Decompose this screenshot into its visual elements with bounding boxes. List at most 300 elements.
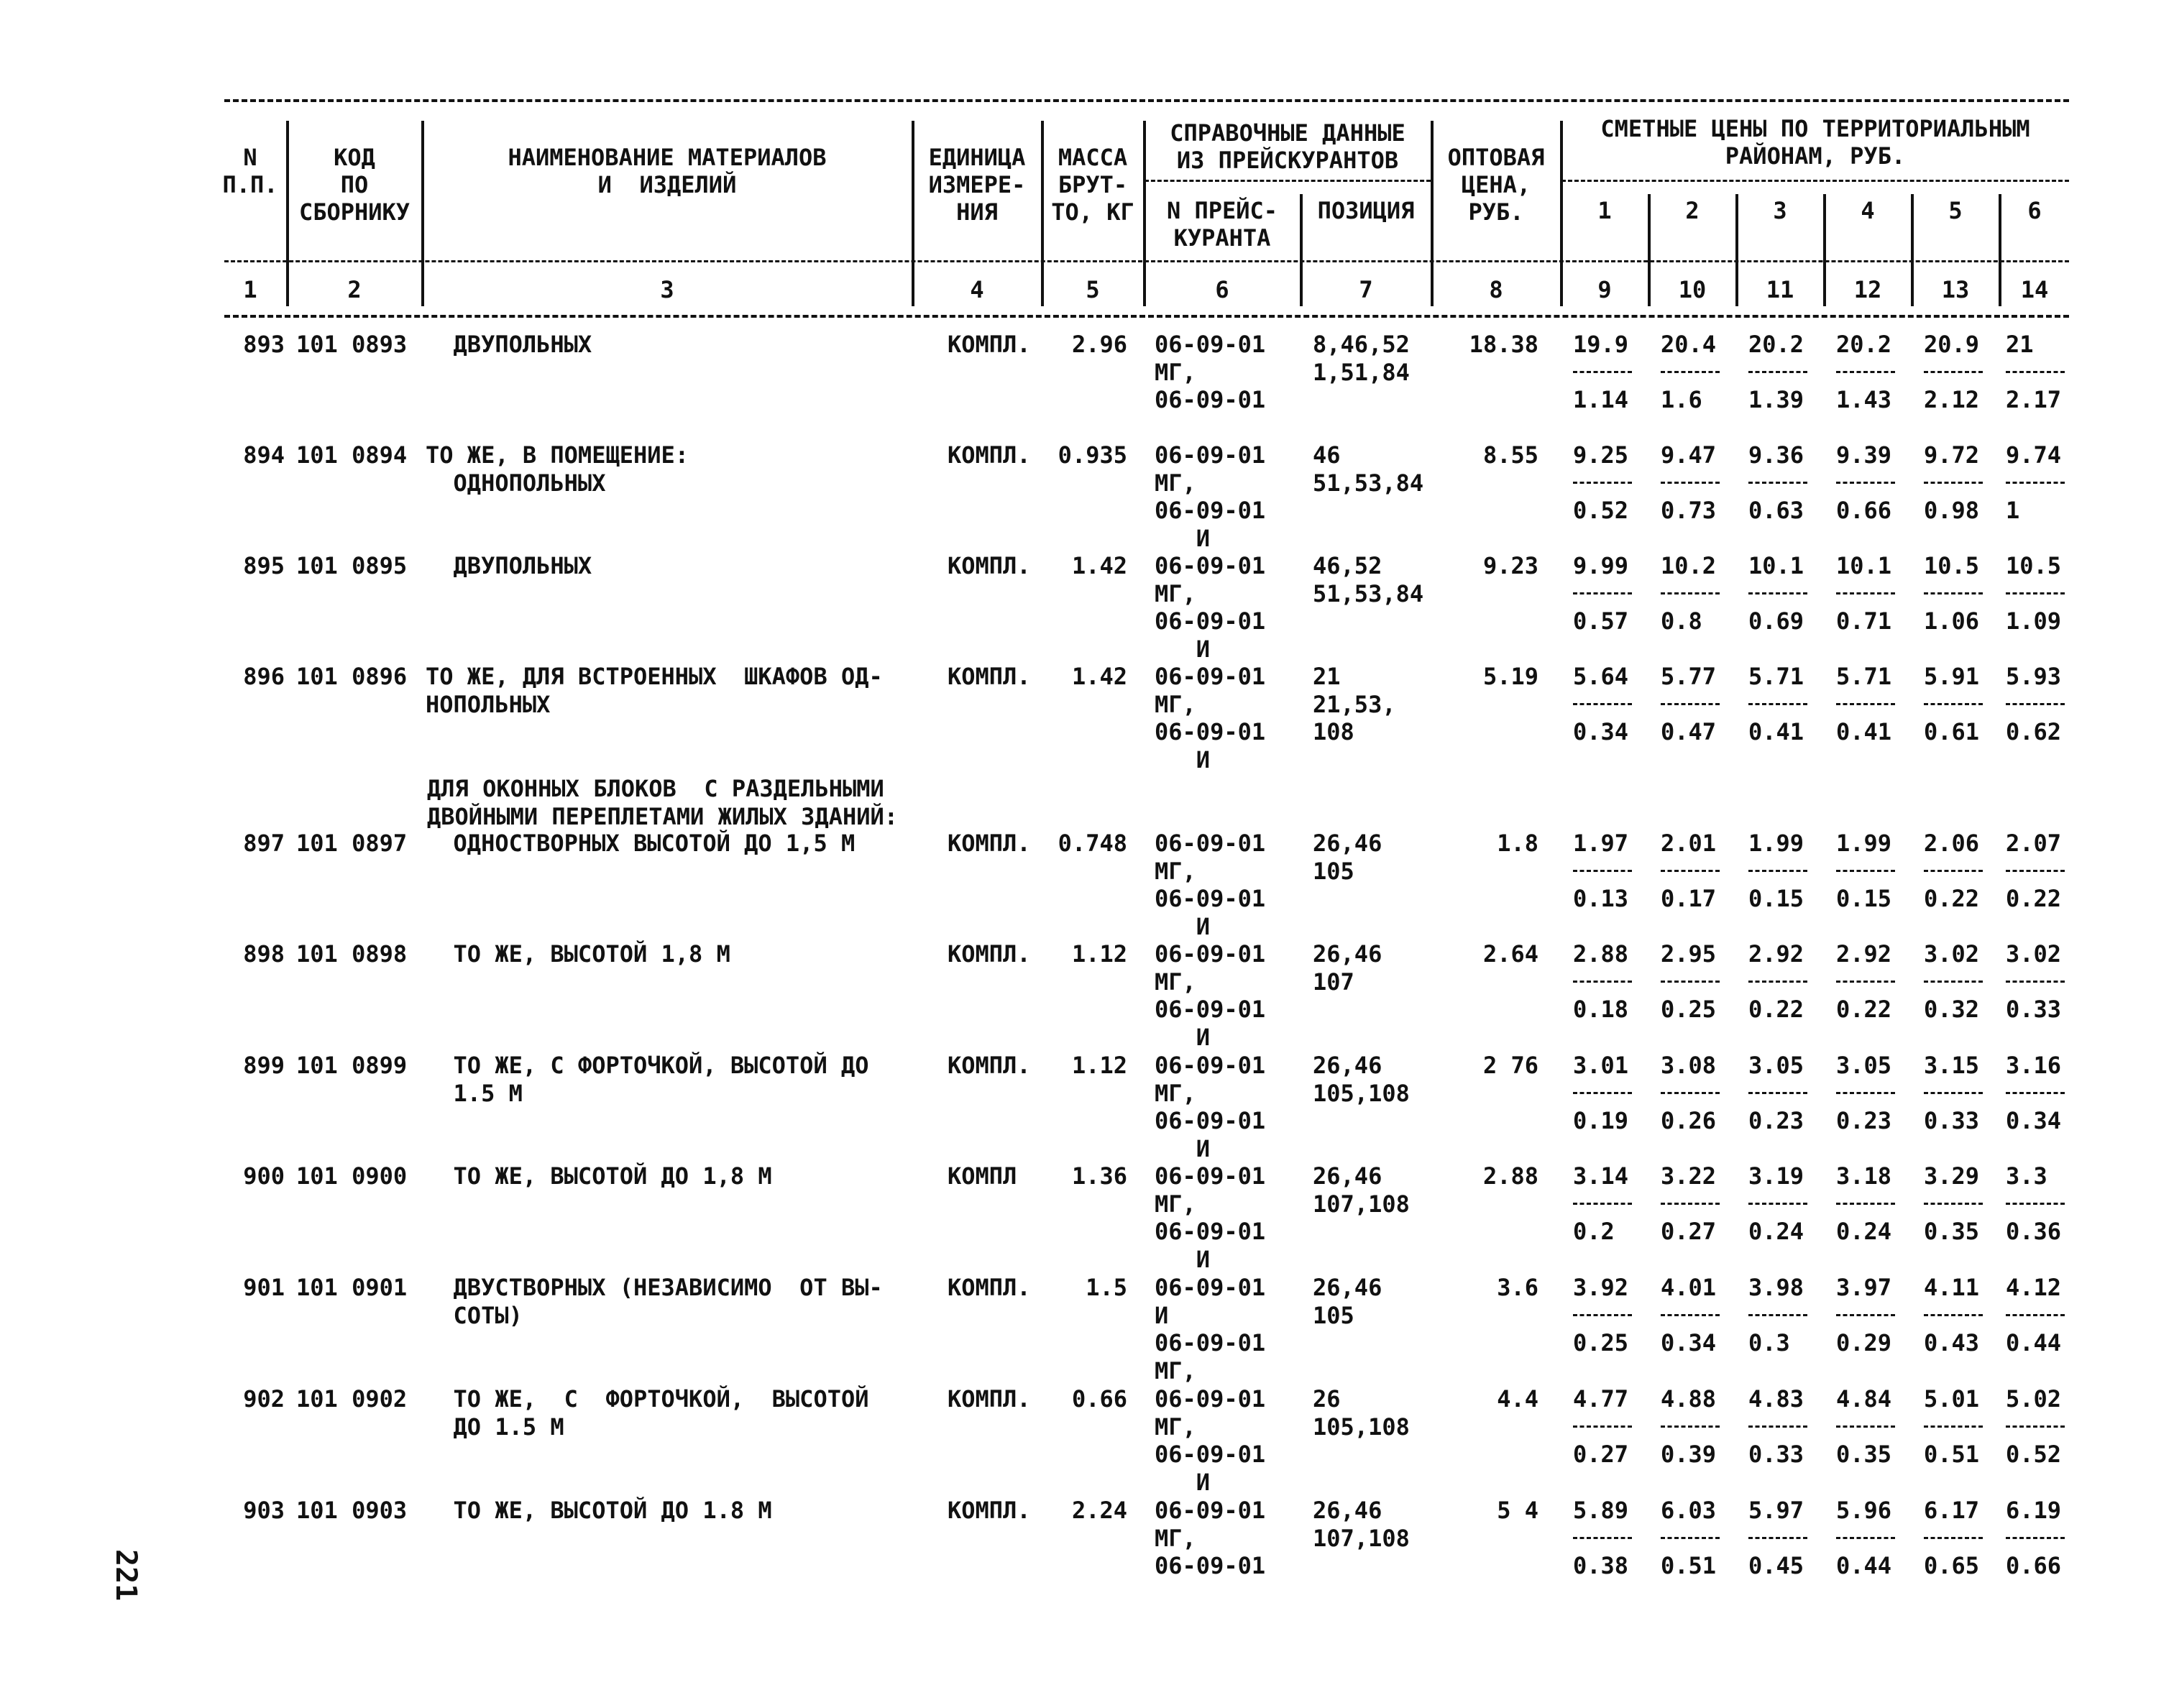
region-price-bottom: 0.61 — [1924, 718, 1980, 745]
region-price-top: 5.96 — [1836, 1497, 1892, 1524]
region-price-top: 10.5 — [2006, 552, 2062, 579]
row-pricelist: 06-09-01 МГ, 06-09-01 И — [1155, 1162, 1266, 1273]
header-region: 3 — [1773, 197, 1787, 224]
fraction-line — [1836, 592, 1895, 594]
fraction-line — [1748, 1537, 1807, 1539]
row-wholesale-price: 9.23 — [1482, 552, 1538, 579]
row-number: 900 — [243, 1162, 285, 1190]
fraction-line — [1924, 1092, 1983, 1094]
region-price-top: 3.22 — [1661, 1162, 1717, 1190]
fraction-line — [1573, 703, 1632, 705]
region-price-top: 6.19 — [2006, 1497, 2062, 1524]
fraction-line — [1924, 1425, 1983, 1428]
fraction-line — [1748, 1425, 1807, 1428]
region-price-bottom: 0.15 — [1836, 885, 1892, 912]
region-price-bottom: 0.51 — [1661, 1552, 1717, 1579]
region-price-top: 3.05 — [1748, 1052, 1804, 1079]
row-number: 901 — [243, 1274, 285, 1301]
fraction-line — [1836, 371, 1895, 373]
fraction-line — [1924, 1203, 1983, 1205]
region-price-top: 9.39 — [1836, 441, 1892, 469]
fraction-line — [2006, 371, 2065, 373]
region-price-bottom: 1.43 — [1836, 386, 1892, 413]
row-name: ДВУПОЛЬНЫХ — [426, 331, 592, 358]
region-price-top: 3.3 — [2006, 1162, 2047, 1190]
region-price-top: 4.01 — [1661, 1274, 1717, 1301]
row-number: 903 — [243, 1497, 285, 1524]
region-price-top: 5.71 — [1836, 663, 1892, 690]
fraction-line — [1573, 1203, 1632, 1205]
row-position: 26,46 107 — [1313, 940, 1382, 996]
col-number: 7 — [1359, 276, 1373, 303]
region-price-bottom: 0.22 — [1748, 996, 1804, 1023]
row-pricelist: 06-09-01 МГ, 06-09-01 — [1155, 331, 1266, 413]
region-price-top: 3.02 — [1924, 940, 1980, 968]
region-price-bottom: 0.33 — [2006, 996, 2062, 1023]
region-price-top: 3.02 — [2006, 940, 2062, 968]
fraction-line — [1836, 1203, 1895, 1205]
header-region: 2 — [1685, 197, 1700, 224]
fraction-line — [1836, 1537, 1895, 1539]
region-price-bottom: 0.23 — [1748, 1107, 1804, 1134]
fraction-line — [1748, 981, 1807, 983]
row-pricelist: 06-09-01 МГ, 06-09-01 И — [1155, 1052, 1266, 1162]
region-price-bottom: 0.62 — [2006, 718, 2062, 745]
region-price-top: 5.89 — [1573, 1497, 1629, 1524]
row-wholesale-price: 2.64 — [1482, 940, 1538, 968]
region-price-top: 9.25 — [1573, 441, 1629, 469]
fraction-line — [1661, 1092, 1720, 1094]
region-price-bottom: 0.34 — [1573, 718, 1629, 745]
row-mass: 1.12 — [1071, 1052, 1127, 1079]
fraction-line — [1924, 981, 1983, 983]
region-price-bottom: 0.24 — [1748, 1218, 1804, 1245]
region-price-bottom: 0.39 — [1661, 1441, 1717, 1468]
region-price-top: 2.07 — [2006, 830, 2062, 857]
col-number: 4 — [970, 276, 984, 303]
col-number: 5 — [1086, 276, 1100, 303]
region-price-top: 4.11 — [1924, 1274, 1980, 1301]
row-mass: 1.5 — [1086, 1274, 1127, 1301]
row-unit: КОМПЛ. — [948, 441, 1031, 469]
row-code: 101 0903 — [296, 1497, 408, 1524]
fraction-line — [2006, 870, 2065, 872]
fraction-line — [1748, 870, 1807, 872]
region-price-top: 5.77 — [1661, 663, 1717, 690]
col-number: 8 — [1489, 276, 1503, 303]
header-region: 5 — [1948, 197, 1963, 224]
body-rule — [224, 315, 2069, 318]
region-price-bottom: 0.22 — [1924, 885, 1980, 912]
fraction-line — [1661, 482, 1720, 484]
region-price-bottom: 1.09 — [2006, 607, 2062, 635]
region-price-bottom: 0.8 — [1661, 607, 1702, 635]
fraction-line — [1836, 1425, 1895, 1428]
row-unit: КОМПЛ. — [948, 1274, 1031, 1301]
fraction-line — [1661, 1203, 1720, 1205]
row-wholesale-price: 5 4 — [1497, 1497, 1538, 1524]
region-price-top: 3.29 — [1924, 1162, 1980, 1190]
row-code: 101 0895 — [296, 552, 408, 579]
region-price-top: 21 — [2006, 331, 2034, 358]
region-price-bottom: 0.3 — [1748, 1329, 1790, 1356]
row-number: 893 — [243, 331, 285, 358]
region-price-top: 5.64 — [1573, 663, 1629, 690]
row-name: ТО ЖЕ, ВЫСОТОЙ 1,8 М — [426, 940, 730, 968]
region-price-bottom: 0.22 — [2006, 885, 2062, 912]
row-unit: КОМПЛ. — [948, 1052, 1031, 1079]
header-col-name: НАИМЕНОВАНИЕ МАТЕРИАЛОВ И ИЗДЕЛИЙ — [508, 144, 827, 198]
region-price-top: 3.16 — [2006, 1052, 2062, 1079]
row-code: 101 0899 — [296, 1052, 408, 1079]
region-price-bottom: 0.15 — [1748, 885, 1804, 912]
header-col-mass: МАССА БРУТ- ТО, КГ — [1051, 144, 1134, 226]
region-price-top: 20.9 — [1924, 331, 1980, 358]
region-price-bottom: 0.66 — [1836, 497, 1892, 524]
region-price-top: 3.15 — [1924, 1052, 1980, 1079]
fraction-line — [1924, 371, 1983, 373]
region-price-bottom: 0.32 — [1924, 996, 1980, 1023]
region-price-top: 3.14 — [1573, 1162, 1629, 1190]
row-mass: 0.66 — [1071, 1385, 1127, 1413]
fraction-line — [1924, 482, 1983, 484]
region-price-top: 20.4 — [1661, 331, 1717, 358]
col-number: 2 — [347, 276, 362, 303]
region-price-top: 1.99 — [1748, 830, 1804, 857]
region-price-top: 5.97 — [1748, 1497, 1804, 1524]
header-col-refdata: СПРАВОЧНЫЕ ДАННЫЕ ИЗ ПРЕЙСКУРАНТОВ — [1170, 119, 1405, 174]
region-price-top: 6.17 — [1924, 1497, 1980, 1524]
fraction-line — [1573, 592, 1632, 594]
region-price-top: 1.99 — [1836, 830, 1892, 857]
region-price-top: 19.9 — [1573, 331, 1629, 358]
header-col-pricelist: N ПРЕЙС- КУРАНТА — [1166, 197, 1278, 252]
fraction-line — [1748, 1092, 1807, 1094]
page-number: 221 — [109, 1549, 142, 1602]
region-price-top: 5.02 — [2006, 1385, 2062, 1413]
fraction-line — [1836, 703, 1895, 705]
region-price-top: 1.97 — [1573, 830, 1629, 857]
region-price-top: 2.06 — [1924, 830, 1980, 857]
region-price-bottom: 0.52 — [2006, 1441, 2062, 1468]
region-price-top: 20.2 — [1748, 331, 1804, 358]
region-price-bottom: 0.35 — [1836, 1441, 1892, 1468]
fraction-line — [1661, 371, 1720, 373]
region-price-top: 5.91 — [1924, 663, 1980, 690]
row-position: 26,46 107,108 — [1313, 1497, 1410, 1552]
region-price-top: 3.08 — [1661, 1052, 1717, 1079]
row-pricelist: 06-09-01 МГ, 06-09-01 И — [1155, 830, 1266, 940]
region-price-top: 6.03 — [1661, 1497, 1717, 1524]
row-position: 26 105,108 — [1313, 1385, 1410, 1441]
region-price-bottom: 0.57 — [1573, 607, 1629, 635]
row-wholesale-price: 3.6 — [1497, 1274, 1538, 1301]
row-position: 8,46,52 1,51,84 — [1313, 331, 1410, 386]
row-number: 902 — [243, 1385, 285, 1413]
fraction-line — [1836, 482, 1895, 484]
col-number: 14 — [2020, 276, 2049, 303]
row-pricelist: 06-09-01 МГ, 06-09-01 И — [1155, 663, 1266, 773]
header-rule — [224, 260, 2069, 262]
region-price-top: 4.88 — [1661, 1385, 1717, 1413]
region-price-bottom: 1.06 — [1924, 607, 1980, 635]
region-price-bottom: 0.17 — [1661, 885, 1717, 912]
fraction-line — [2006, 1092, 2065, 1094]
region-price-bottom: 1.39 — [1748, 386, 1804, 413]
fraction-line — [2006, 1537, 2065, 1539]
section-heading: ДЛЯ ОКОННЫХ БЛОКОВ С РАЗДЕЛЬНЫМИ ДВОЙНЫМИ ПЕРЕПЛЕТАМИ ЖИЛЫХ ЗДАНИЙ: — [427, 775, 899, 830]
region-price-top: 2.92 — [1748, 940, 1804, 968]
region-price-top: 3.01 — [1573, 1052, 1629, 1079]
col-number: 6 — [1215, 276, 1229, 303]
row-code: 101 0896 — [296, 663, 408, 690]
row-position: 26,46 107,108 — [1313, 1162, 1410, 1218]
fraction-line — [1573, 981, 1632, 983]
region-price-bottom: 0.25 — [1661, 996, 1717, 1023]
region-price-bottom: 0.23 — [1836, 1107, 1892, 1134]
region-price-bottom: 0.34 — [2006, 1107, 2062, 1134]
region-price-top: 9.99 — [1573, 552, 1629, 579]
region-price-top: 10.5 — [1924, 552, 1980, 579]
fraction-line — [1573, 1425, 1632, 1428]
region-price-top: 2.95 — [1661, 940, 1717, 968]
row-position: 26,46 105 — [1313, 830, 1382, 885]
row-wholesale-price: 2 76 — [1482, 1052, 1538, 1079]
fraction-line — [1748, 1203, 1807, 1205]
fraction-line — [2006, 981, 2065, 983]
subheader-rule — [1561, 180, 2069, 182]
fraction-line — [1573, 1092, 1632, 1094]
region-price-top: 10.2 — [1661, 552, 1717, 579]
row-code: 101 0902 — [296, 1385, 408, 1413]
fraction-line — [1661, 592, 1720, 594]
region-price-bottom: 0.35 — [1924, 1218, 1980, 1245]
fraction-line — [1924, 1537, 1983, 1539]
row-unit: КОМПЛ — [948, 1162, 1017, 1190]
fraction-line — [1836, 981, 1895, 983]
region-price-bottom: 0.47 — [1661, 718, 1717, 745]
header-region: 6 — [2027, 197, 2042, 224]
region-price-top: 20.2 — [1836, 331, 1892, 358]
row-mass: 2.96 — [1071, 331, 1127, 358]
region-price-top: 5.01 — [1924, 1385, 1980, 1413]
region-price-bottom: 0.44 — [2006, 1329, 2062, 1356]
region-price-bottom: 0.44 — [1836, 1552, 1892, 1579]
region-price-top: 9.72 — [1924, 441, 1980, 469]
row-number: 897 — [243, 830, 285, 857]
row-code: 101 0898 — [296, 940, 408, 968]
col-number: 9 — [1597, 276, 1612, 303]
row-name: ТО ЖЕ, ВЫСОТОЙ ДО 1.8 М — [426, 1497, 772, 1524]
row-wholesale-price: 4.4 — [1497, 1385, 1538, 1413]
region-price-top: 3.18 — [1836, 1162, 1892, 1190]
region-price-bottom: 0.18 — [1573, 996, 1629, 1023]
region-price-top: 2.92 — [1836, 940, 1892, 968]
row-pricelist: 06-09-01 МГ, 06-09-01 — [1155, 1497, 1266, 1579]
row-wholesale-price: 5.19 — [1482, 663, 1538, 690]
region-price-top: 4.84 — [1836, 1385, 1892, 1413]
row-mass: 2.24 — [1071, 1497, 1127, 1524]
row-name: ТО ЖЕ, С ФОРТОЧКОЙ, ВЫСОТОЙ ДО 1.5 М — [453, 1385, 869, 1441]
fraction-line — [1661, 1537, 1720, 1539]
region-price-bottom: 1.14 — [1573, 386, 1629, 413]
region-price-bottom: 0.25 — [1573, 1329, 1629, 1356]
region-price-top: 9.74 — [2006, 441, 2062, 469]
region-price-bottom: 0.71 — [1836, 607, 1892, 635]
region-price-bottom: 0.33 — [1924, 1107, 1980, 1134]
row-mass: 0.748 — [1058, 830, 1127, 857]
region-price-bottom: 0.27 — [1661, 1218, 1717, 1245]
row-wholesale-price: 1.8 — [1497, 830, 1538, 857]
header-col-estimate: СМЕТНЫЕ ЦЕНЫ ПО ТЕРРИТОРИАЛЬНЫМ РАЙОНАМ, РУБ. — [1600, 115, 2030, 170]
fraction-line — [2006, 592, 2065, 594]
region-price-top: 4.12 — [2006, 1274, 2062, 1301]
row-wholesale-price: 2.88 — [1482, 1162, 1538, 1190]
fraction-line — [1924, 592, 1983, 594]
row-wholesale-price: 8.55 — [1482, 441, 1538, 469]
fraction-line — [1748, 592, 1807, 594]
region-price-top: 3.98 — [1748, 1274, 1804, 1301]
region-price-top: 3.97 — [1836, 1274, 1892, 1301]
region-price-bottom: 0.73 — [1661, 497, 1717, 524]
row-unit: КОМПЛ. — [948, 331, 1031, 358]
col-number: 1 — [243, 276, 257, 303]
header-col-num: N П.П. — [222, 144, 278, 198]
fraction-line — [1748, 371, 1807, 373]
row-mass: 1.36 — [1071, 1162, 1127, 1190]
region-price-bottom: 0.33 — [1748, 1441, 1804, 1468]
header-region: 1 — [1597, 197, 1612, 224]
region-price-top: 2.01 — [1661, 830, 1717, 857]
region-price-bottom: 0.22 — [1836, 996, 1892, 1023]
row-unit: КОМПЛ. — [948, 830, 1031, 857]
region-price-bottom: 0.2 — [1573, 1218, 1615, 1245]
row-code: 101 0901 — [296, 1274, 408, 1301]
header-region: 4 — [1861, 197, 1875, 224]
row-number: 895 — [243, 552, 285, 579]
region-price-bottom: 0.36 — [2006, 1218, 2062, 1245]
region-price-top: 3.92 — [1573, 1274, 1629, 1301]
row-name: ОДНОСТВОРНЫХ ВЫСОТОЙ ДО 1,5 М — [426, 830, 856, 857]
header-col-code: КОД ПО СБОРНИКУ — [298, 144, 411, 226]
header-col-unit: ЕДИНИЦА ИЗМЕРЕ- НИЯ — [928, 144, 1026, 226]
fraction-line — [1836, 1314, 1895, 1316]
row-position: 26,46 105 — [1313, 1274, 1382, 1329]
row-pricelist: 06-09-01 И 06-09-01 МГ, — [1155, 1274, 1266, 1385]
row-position: 26,46 105,108 — [1313, 1052, 1410, 1107]
row-code: 101 0897 — [296, 830, 408, 857]
row-pricelist: 06-09-01 МГ, 06-09-01 И — [1155, 1385, 1266, 1496]
region-price-top: 3.19 — [1748, 1162, 1804, 1190]
fraction-line — [1836, 1092, 1895, 1094]
subheader-rule — [1145, 180, 1431, 182]
region-price-top: 2.88 — [1573, 940, 1629, 968]
region-price-bottom: 0.63 — [1748, 497, 1804, 524]
region-price-bottom: 0.13 — [1573, 885, 1629, 912]
region-price-bottom: 0.45 — [1748, 1552, 1804, 1579]
fraction-line — [1573, 482, 1632, 484]
region-price-top: 9.36 — [1748, 441, 1804, 469]
region-price-bottom: 0.66 — [2006, 1552, 2062, 1579]
fraction-line — [1661, 1314, 1720, 1316]
row-number: 898 — [243, 940, 285, 968]
fraction-line — [1661, 703, 1720, 705]
region-price-bottom: 0.69 — [1748, 607, 1804, 635]
region-price-bottom: 0.98 — [1924, 497, 1980, 524]
row-mass: 1.42 — [1071, 552, 1127, 579]
row-unit: КОМПЛ. — [948, 1385, 1031, 1413]
row-code: 101 0893 — [296, 331, 408, 358]
row-name: ДВУСТВОРНЫХ (НЕЗАВИСИМО ОТ ВЫ- СОТЫ) — [453, 1274, 883, 1329]
fraction-line — [1748, 703, 1807, 705]
row-unit: КОМПЛ. — [948, 940, 1031, 968]
fraction-line — [1924, 703, 1983, 705]
fraction-line — [1924, 870, 1983, 872]
row-number: 899 — [243, 1052, 285, 1079]
region-price-bottom: 0.41 — [1748, 718, 1804, 745]
fraction-line — [2006, 1203, 2065, 1205]
row-unit: КОМПЛ. — [948, 552, 1031, 579]
region-price-bottom: 0.38 — [1573, 1552, 1629, 1579]
region-price-bottom: 0.52 — [1573, 497, 1629, 524]
fraction-line — [1573, 371, 1632, 373]
fraction-line — [1661, 870, 1720, 872]
row-mass: 0.935 — [1058, 441, 1127, 469]
fraction-line — [1573, 1314, 1632, 1316]
row-unit: КОМПЛ. — [948, 663, 1031, 690]
col-number: 11 — [1766, 276, 1794, 303]
region-price-top: 3.05 — [1836, 1052, 1892, 1079]
col-number: 10 — [1678, 276, 1707, 303]
region-price-top: 4.77 — [1573, 1385, 1629, 1413]
region-price-bottom: 0.29 — [1836, 1329, 1892, 1356]
row-name: ДВУПОЛЬНЫХ — [426, 552, 592, 579]
row-name: ТО ЖЕ, ВЫСОТОЙ ДО 1,8 М — [426, 1162, 772, 1190]
fraction-line — [2006, 482, 2065, 484]
row-name: ТО ЖЕ, С ФОРТОЧКОЙ, ВЫСОТОЙ ДО 1.5 М — [453, 1052, 869, 1107]
fraction-line — [1573, 1537, 1632, 1539]
fraction-line — [1748, 1314, 1807, 1316]
fraction-line — [2006, 1425, 2065, 1428]
row-name: ТО ЖЕ, ДЛЯ ВСТРОЕННЫХ ШКАФОВ ОД- НОПОЛЬНЫХ — [426, 663, 883, 718]
region-price-top: 10.1 — [1836, 552, 1892, 579]
row-unit: КОМПЛ. — [948, 1497, 1031, 1524]
region-price-top: 10.1 — [1748, 552, 1804, 579]
row-position: 46 51,53,84 — [1313, 441, 1424, 497]
fraction-line — [1836, 870, 1895, 872]
region-price-top: 5.93 — [2006, 663, 2062, 690]
header-col-position: ПОЗИЦИЯ — [1317, 197, 1415, 224]
col-number: 12 — [1853, 276, 1882, 303]
region-price-bottom: 0.41 — [1836, 718, 1892, 745]
fraction-line — [1661, 981, 1720, 983]
region-price-bottom: 0.26 — [1661, 1107, 1717, 1134]
fraction-line — [1748, 482, 1807, 484]
region-price-top: 4.83 — [1748, 1385, 1804, 1413]
row-code: 101 0900 — [296, 1162, 408, 1190]
fraction-line — [1661, 1425, 1720, 1428]
region-price-bottom: 0.34 — [1661, 1329, 1717, 1356]
row-position: 46,52 51,53,84 — [1313, 552, 1424, 607]
fraction-line — [2006, 703, 2065, 705]
region-price-bottom: 2.12 — [1924, 386, 1980, 413]
top-rule — [224, 99, 2069, 102]
row-mass: 1.12 — [1071, 940, 1127, 968]
fraction-line — [2006, 1314, 2065, 1316]
region-price-bottom: 2.17 — [2006, 386, 2062, 413]
col-number: 13 — [1941, 276, 1970, 303]
region-price-top: 9.47 — [1661, 441, 1717, 469]
